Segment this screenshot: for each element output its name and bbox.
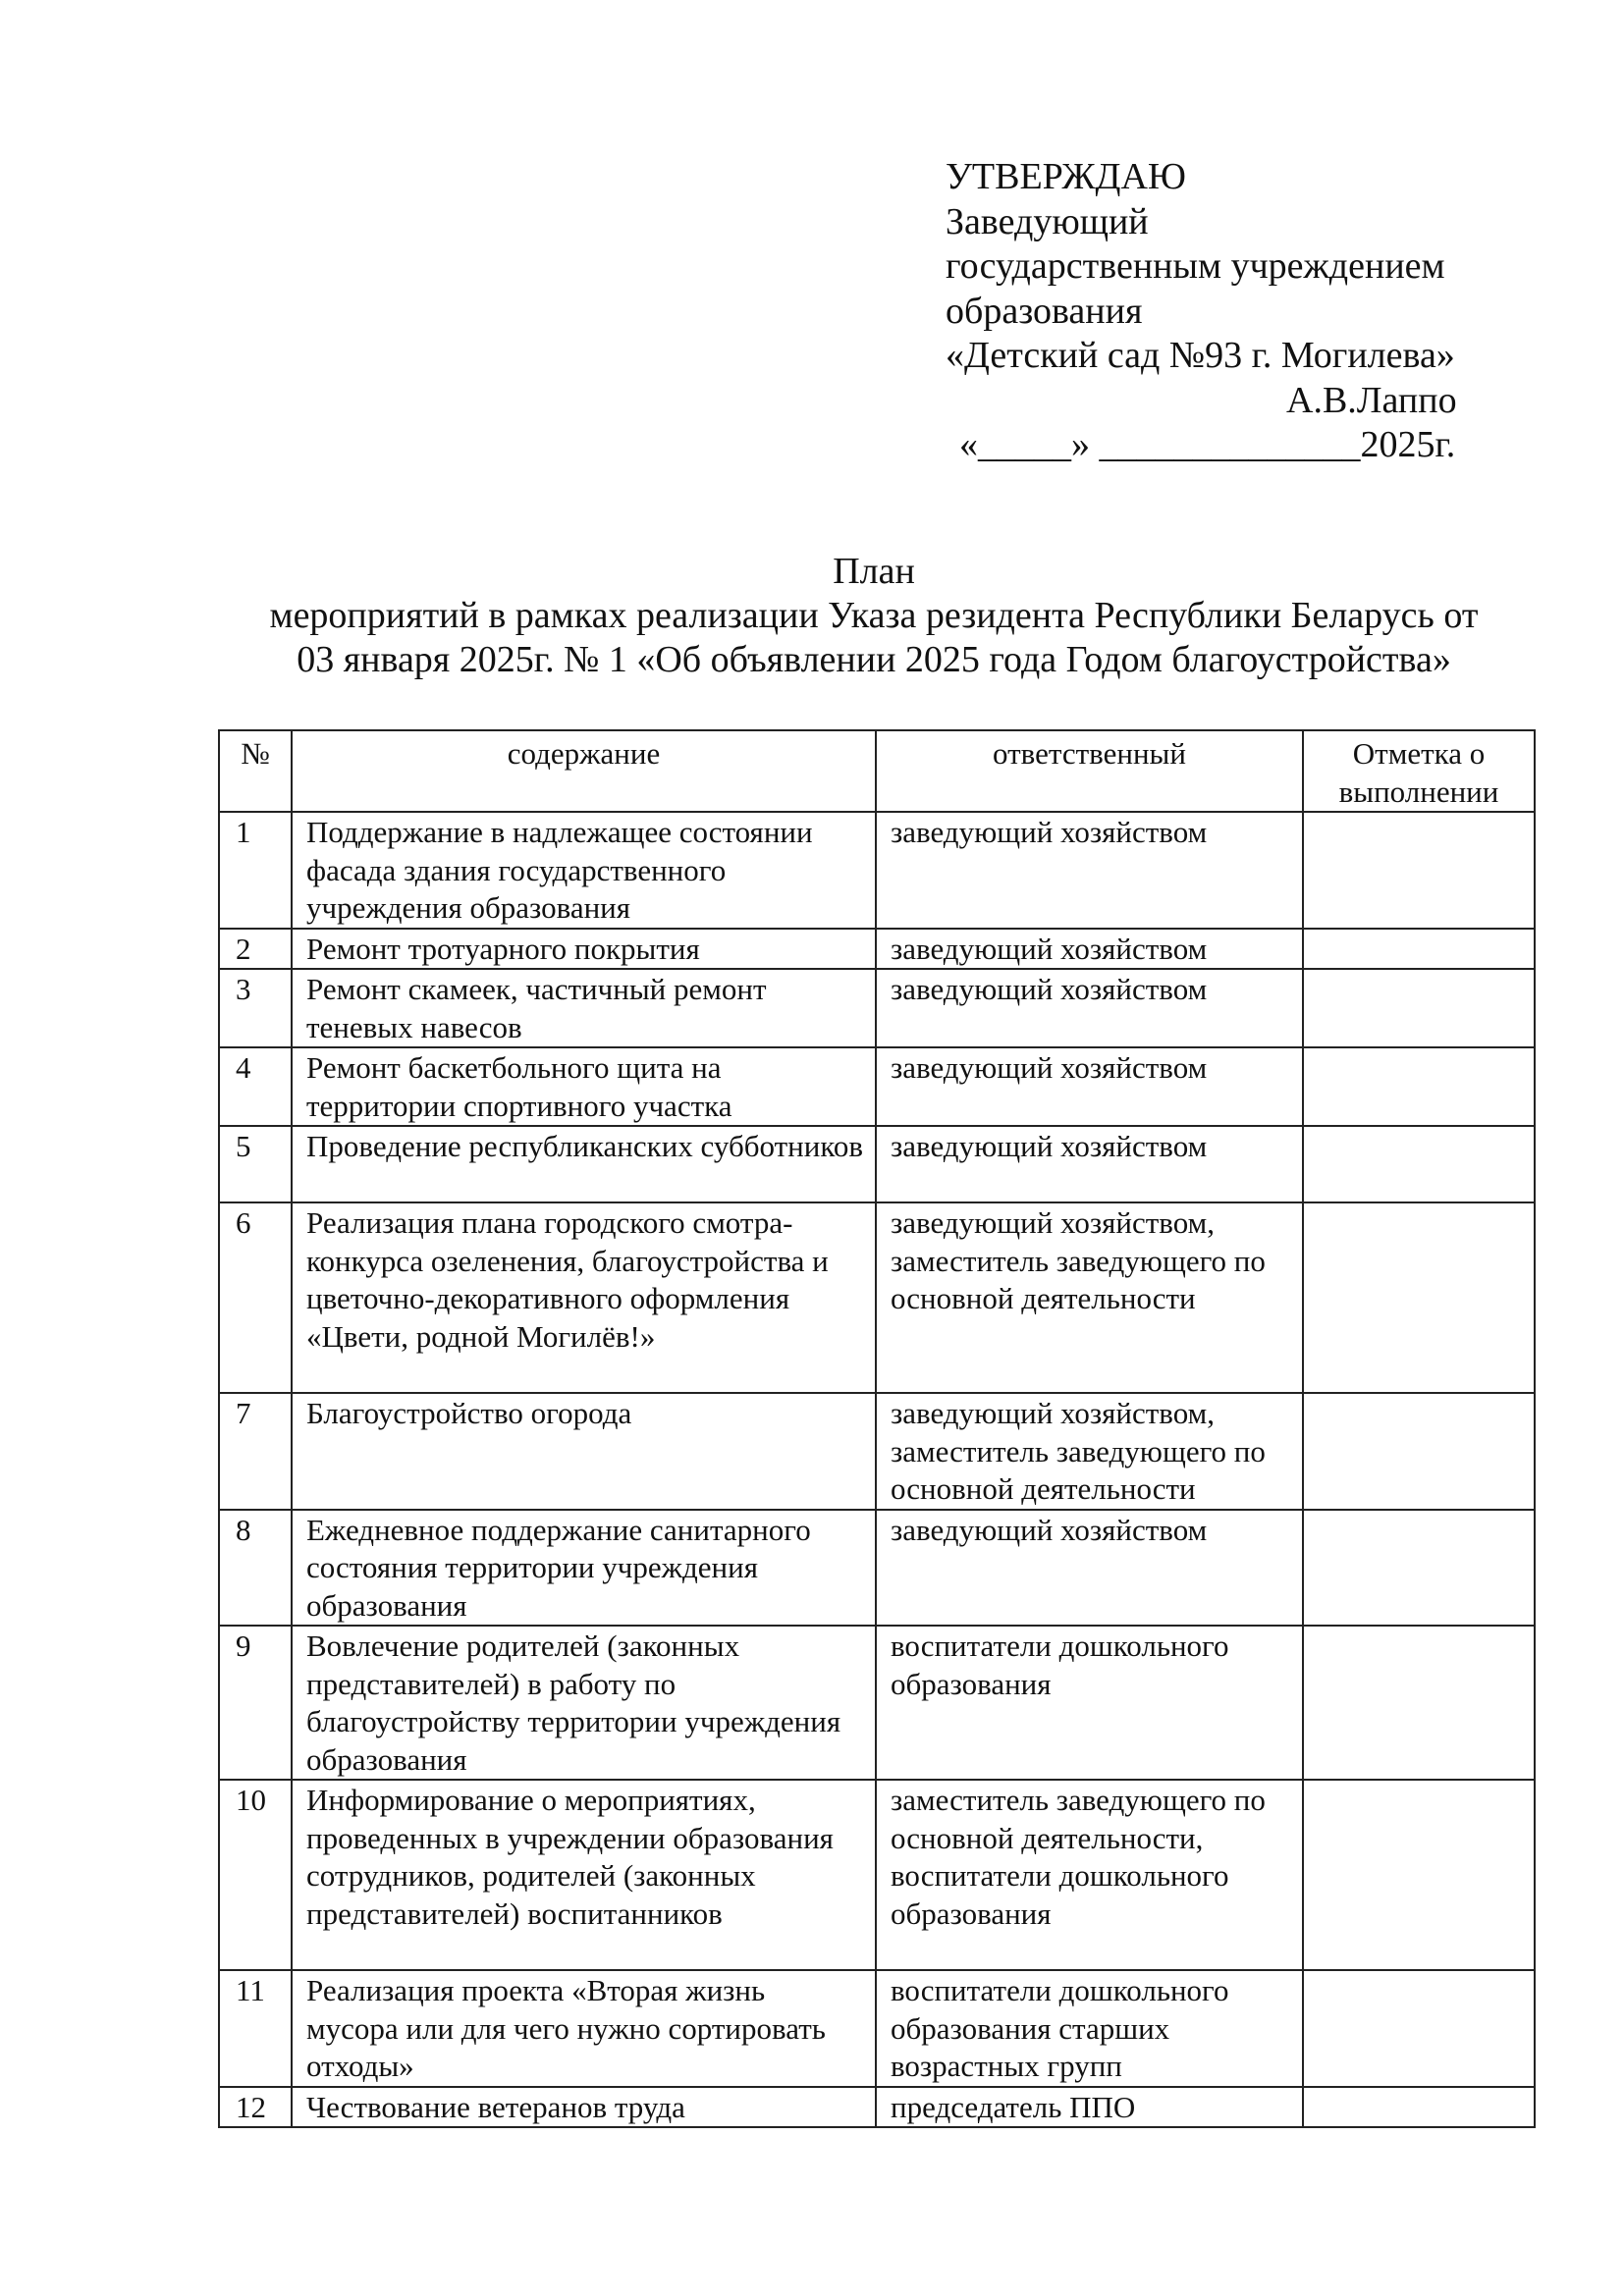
table-header-row <box>219 730 1535 812</box>
cell-content: Реализация проекта «Вторая жизнь мусора или для чего нужно сортировать отходы» <box>292 1970 876 2087</box>
cell-content: Благоустройство огорода <box>292 1393 876 1510</box>
approval-line: «Детский сад №93 г. Могилева» <box>946 335 1455 376</box>
column-header-content: содержание <box>292 730 876 812</box>
approval-line: государственным учреждением <box>946 245 1445 287</box>
approval-line: Заведующий <box>946 200 1149 242</box>
cell-responsible: заведующий хозяйством, заместитель заведующего по основной деятельности <box>876 1393 1303 1510</box>
table-row <box>219 1047 1535 1126</box>
cell-content: Ремонт скамеек, частичный ремонт теневых навесов <box>292 969 876 1047</box>
cell-mark <box>1303 1047 1535 1126</box>
title-line-2: 03 января 2025г. № 1 «Об объявлении 2025 года Годом благоустройства» <box>297 639 1451 680</box>
table-row <box>219 1780 1535 1970</box>
cell-number: 10 <box>219 1780 292 1970</box>
cell-responsible: заведующий хозяйством <box>876 1126 1303 1202</box>
cell-responsible: заведующий хозяйством <box>876 1047 1303 1126</box>
table-row <box>219 929 1535 970</box>
title-line-1: мероприятий в рамках реализации Указа резидента Республики Беларусь от <box>269 595 1479 636</box>
table-row <box>219 1126 1535 1202</box>
approval-line: УТВЕРЖДАЮ <box>946 156 1186 197</box>
table-row <box>219 1510 1535 1627</box>
column-header-mark: Отметка о выполнении <box>1303 730 1535 812</box>
table-row <box>219 1202 1535 1393</box>
document-title <box>147 550 1600 682</box>
cell-mark <box>1303 1626 1535 1780</box>
cell-number: 7 <box>219 1393 292 1510</box>
cell-responsible: заместитель заведующего по основной деятельности, воспитатели дошкольного образования <box>876 1780 1303 1970</box>
cell-number: 8 <box>219 1510 292 1627</box>
approval-line: образования <box>946 290 1143 332</box>
cell-mark <box>1303 929 1535 970</box>
cell-responsible: заведующий хозяйством <box>876 929 1303 970</box>
cell-number: 12 <box>219 2087 292 2128</box>
title-heading: План <box>833 551 915 592</box>
cell-content: Информирование о мероприятиях, проведенных в учреждении образования сотрудников, родителей (законных представителей) воспитанников <box>292 1780 876 1970</box>
plan-table <box>218 729 1536 2128</box>
cell-responsible: заведующий хозяйством <box>876 812 1303 929</box>
cell-mark <box>1303 1970 1535 2087</box>
table-row <box>219 2087 1535 2128</box>
cell-number: 11 <box>219 1970 292 2087</box>
table-row <box>219 969 1535 1047</box>
approval-date-line: «_____» ______________2025г. <box>959 424 1456 465</box>
cell-mark <box>1303 1202 1535 1393</box>
table-body <box>219 812 1535 2127</box>
cell-mark <box>1303 969 1535 1047</box>
cell-mark <box>1303 1393 1535 1510</box>
cell-responsible: воспитатели дошкольного образования старших возрастных групп <box>876 1970 1303 2087</box>
cell-number: 3 <box>219 969 292 1047</box>
cell-responsible: заведующий хозяйством <box>876 1510 1303 1627</box>
cell-number: 6 <box>219 1202 292 1393</box>
cell-mark <box>1303 812 1535 929</box>
cell-mark <box>1303 1126 1535 1202</box>
cell-responsible: заведующий хозяйством, заместитель заведующего по основной деятельности <box>876 1202 1303 1393</box>
table-row <box>219 1393 1535 1510</box>
cell-responsible: заведующий хозяйством <box>876 969 1303 1047</box>
column-header-responsible: ответственный <box>876 730 1303 812</box>
table-row <box>219 812 1535 929</box>
cell-content: Реализация плана городского смотра-конкурса озеленения, благоустройства и цветочно-декоративного оформления «Цвети, родной Могилёв!» <box>292 1202 876 1393</box>
cell-number: 4 <box>219 1047 292 1126</box>
cell-number: 9 <box>219 1626 292 1780</box>
cell-mark <box>1303 2087 1535 2128</box>
cell-responsible: воспитатели дошкольного образования <box>876 1626 1303 1780</box>
cell-content: Поддержание в надлежащее состоянии фасада здания государственного учреждения образования <box>292 812 876 929</box>
cell-mark <box>1303 1780 1535 1970</box>
cell-content: Чествование ветеранов труда <box>292 2087 876 2128</box>
table-row <box>219 1626 1535 1780</box>
approval-block <box>946 155 1535 468</box>
column-header-number: № <box>219 730 292 812</box>
approval-signer: А.В.Лаппо <box>1286 379 1457 421</box>
cell-content: Ежедневное поддержание санитарного состояния территории учреждения образования <box>292 1510 876 1627</box>
cell-content: Проведение республиканских субботников <box>292 1126 876 1202</box>
cell-content: Вовлечение родителей (законных представителей) в работу по благоустройству территории учреждения образования <box>292 1626 876 1780</box>
cell-mark <box>1303 1510 1535 1627</box>
cell-responsible: председатель ППО <box>876 2087 1303 2128</box>
cell-number: 5 <box>219 1126 292 1202</box>
cell-content: Ремонт тротуарного покрытия <box>292 929 876 970</box>
table-row <box>219 1970 1535 2087</box>
cell-number: 1 <box>219 812 292 929</box>
cell-content: Ремонт баскетбольного щита на территории спортивного участка <box>292 1047 876 1126</box>
cell-number: 2 <box>219 929 292 970</box>
